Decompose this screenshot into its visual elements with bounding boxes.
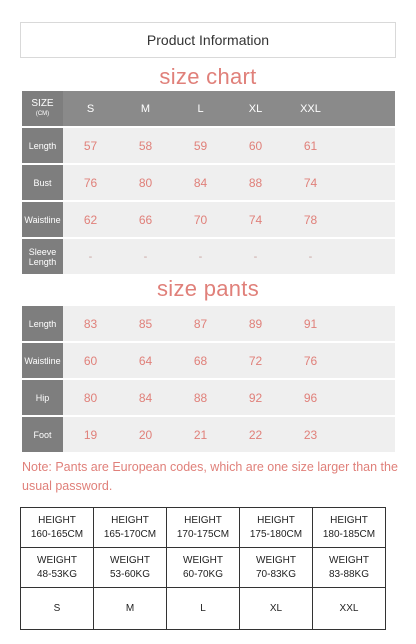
pants-size-note: Note: Pants are European codes, which are one size larger than the usual password.: [22, 460, 398, 493]
row-label: Length: [22, 128, 63, 163]
table-cell: 58: [138, 138, 153, 153]
weight-value: 83-88KG: [328, 568, 370, 580]
product-info-title: Product Information: [146, 32, 270, 48]
table-row: [22, 239, 395, 274]
weight-cell: [240, 548, 313, 588]
table-cell: 68: [193, 353, 208, 368]
table-cell: 84: [193, 175, 208, 190]
weight-cell: [167, 548, 240, 588]
row-label: Foot: [22, 417, 63, 452]
size-chart-table: [22, 91, 395, 274]
table-row: [22, 417, 395, 452]
weight-value: 70-83KG: [255, 568, 297, 580]
table-row: [22, 380, 395, 415]
size-header-xxl: XXL: [300, 102, 321, 115]
table-cell: 89: [248, 316, 263, 331]
row-label: Sleeve Length: [22, 239, 63, 274]
table-cell: 74: [303, 175, 318, 190]
size-chart-header-row: [22, 91, 395, 126]
table-cell: 61: [303, 138, 318, 153]
table-cell: 88: [248, 175, 263, 190]
size-pants-title: size pants: [156, 276, 260, 301]
table-cell: 64: [138, 353, 153, 368]
row-label: Bust: [22, 165, 63, 200]
size-cell: L: [167, 588, 240, 630]
table-cell: 92: [248, 390, 263, 405]
unit-label: (CM): [35, 110, 50, 117]
height-value: 160-165CM: [30, 528, 84, 540]
table-cell: 19: [83, 427, 98, 442]
height-label: HEIGHT: [184, 514, 222, 526]
row-label: Waistline: [22, 202, 63, 237]
weight-value: 53-60KG: [109, 568, 151, 580]
weight-value: 60-70KG: [182, 568, 224, 580]
table-cell: 91: [303, 316, 318, 331]
weight-cell: [313, 548, 386, 588]
table-row: [22, 306, 395, 341]
table-cell: 78: [303, 212, 318, 227]
table-cell: 57: [83, 138, 98, 153]
weight-label: WEIGHT: [110, 554, 150, 566]
table-cell: -: [143, 250, 148, 263]
size-header-s: S: [86, 102, 95, 115]
size-cell: XXL: [313, 588, 386, 630]
size-chart-title: size chart: [159, 64, 257, 89]
table-cell: 70: [193, 212, 208, 227]
weight-label: WEIGHT: [37, 554, 77, 566]
weight-cell: [21, 548, 94, 588]
table-cell: 80: [138, 175, 153, 190]
height-cell: [21, 508, 94, 548]
weight-value: 48-53KG: [36, 568, 78, 580]
height-label: HEIGHT: [330, 514, 368, 526]
table-cell: 60: [83, 353, 98, 368]
table-cell: 84: [138, 390, 153, 405]
table-cell: 76: [303, 353, 318, 368]
row-label: Hip: [22, 380, 63, 415]
table-cell: 21: [193, 427, 208, 442]
table-row: [22, 202, 395, 237]
size-cell: XL: [240, 588, 313, 630]
product-info-header: [20, 22, 396, 58]
height-cell: [240, 508, 313, 548]
weight-label: WEIGHT: [329, 554, 369, 566]
row-label: Waistline: [22, 343, 63, 378]
size-header-l: L: [197, 102, 204, 115]
height-cell: [313, 508, 386, 548]
table-cell: 59: [193, 138, 208, 153]
weight-row: [21, 548, 386, 588]
table-cell: 23: [303, 427, 318, 442]
height-value: 165-170CM: [103, 528, 157, 540]
height-cell: [167, 508, 240, 548]
height-cell: [94, 508, 167, 548]
height-label: HEIGHT: [111, 514, 149, 526]
height-label: HEIGHT: [257, 514, 295, 526]
table-cell: 74: [248, 212, 263, 227]
height-value: 180-185CM: [322, 528, 376, 540]
table-row: [22, 128, 395, 163]
table-cell: 62: [83, 212, 98, 227]
row-label: Length: [22, 306, 63, 341]
size-header-m: M: [140, 102, 151, 115]
table-cell: 85: [138, 316, 153, 331]
height-value: 170-175CM: [176, 528, 230, 540]
weight-label: WEIGHT: [183, 554, 223, 566]
size-unit-label: [22, 91, 63, 126]
table-cell: 88: [193, 390, 208, 405]
table-cell: -: [308, 250, 313, 263]
weight-cell: [94, 548, 167, 588]
table-row: [22, 165, 395, 200]
table-cell: -: [198, 250, 203, 263]
table-cell: 20: [138, 427, 153, 442]
table-cell: 76: [83, 175, 98, 190]
height-label: HEIGHT: [38, 514, 76, 526]
height-value: 175-180CM: [249, 528, 303, 540]
weight-label: WEIGHT: [256, 554, 296, 566]
size-cell: M: [94, 588, 167, 630]
table-cell: 60: [248, 138, 263, 153]
table-cell: 83: [83, 316, 98, 331]
table-cell: -: [88, 250, 93, 263]
table-cell: 22: [248, 427, 263, 442]
height-row: [21, 508, 386, 548]
table-cell: 66: [138, 212, 153, 227]
size-cell: S: [21, 588, 94, 630]
table-cell: 87: [193, 316, 208, 331]
table-cell: 72: [248, 353, 263, 368]
table-cell: 80: [83, 390, 98, 405]
size-row: [21, 588, 386, 630]
size-pants-table: [22, 306, 395, 452]
size-recommendation-table: [20, 507, 386, 630]
table-cell: 96: [303, 390, 318, 405]
size-label: SIZE: [31, 97, 54, 109]
table-cell: -: [253, 250, 258, 263]
table-row: [22, 343, 395, 378]
size-header-xl: XL: [248, 102, 263, 115]
